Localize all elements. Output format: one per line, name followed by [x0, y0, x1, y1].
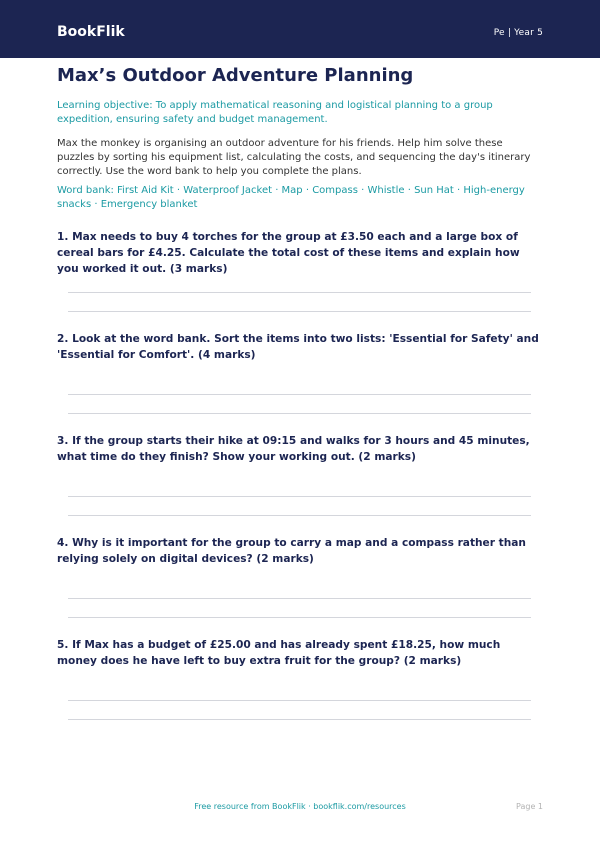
page-title: Max’s Outdoor Adventure Planning	[57, 65, 414, 86]
brand-logo-text[interactable]: BookFlik	[57, 24, 125, 40]
learning-objective: Learning objective: To apply mathematical reasoning and logistical planning to a group expedition, ensuring safety and budget management.	[57, 100, 493, 125]
answer-line[interactable]	[68, 515, 531, 516]
header-bar	[0, 0, 600, 58]
word-bank: Word bank: First Aid Kit · Waterproof Jacket · Map · Compass · Whistle · Sun Hat · High-energy snacks · Emergency blanket	[57, 185, 525, 210]
question-2	[57, 331, 543, 363]
question-text: 4. Why is it important for the group to carry a map and a compass rather than relying solely on digital devices? (2 marks)	[57, 537, 526, 565]
question-5	[57, 637, 543, 669]
question-text: 5. If Max has a budget of £25.00 and has already spent £18.25, how much money does he have left to buy extra fruit for the group? (2 marks)	[57, 639, 501, 667]
question-3	[57, 433, 543, 465]
answer-line[interactable]	[68, 700, 531, 701]
answer-line[interactable]	[68, 394, 531, 395]
page-number: Page 1	[516, 802, 543, 811]
answer-line[interactable]	[68, 311, 531, 312]
subject-year-label: Pe | Year 5	[493, 28, 543, 38]
question-1	[57, 229, 543, 277]
answer-line[interactable]	[68, 496, 531, 497]
question-text: 1. Max needs to buy 4 torches for the group at £3.50 each and a large box of cereal bars for £4.25. Calculate the total cost of these items and explain how you worked it out. (3 marks)	[57, 231, 520, 275]
intro-paragraph: Max the monkey is organising an outdoor adventure for his friends. Help him solve these puzzles by sorting his equipment list, calculating the costs, and sequencing the day's itinerary correctly. Use the word bank to help you complete the plans.	[57, 138, 531, 177]
answer-line[interactable]	[68, 292, 531, 293]
answer-line[interactable]	[68, 413, 531, 414]
answer-line[interactable]	[68, 617, 531, 618]
answer-line[interactable]	[68, 719, 531, 720]
question-text: 2. Look at the word bank. Sort the items into two lists: 'Essential for Safety' and 'Essential for Comfort'. (4 marks)	[57, 333, 539, 361]
question-text: 3. If the group starts their hike at 09:15 and walks for 3 hours and 45 minutes, what time do they finish? Show your working out. (2 marks)	[57, 435, 530, 463]
answer-line[interactable]	[68, 598, 531, 599]
question-4	[57, 535, 543, 567]
footer-link[interactable]: Free resource from BookFlik · bookflik.com/resources	[194, 802, 406, 811]
